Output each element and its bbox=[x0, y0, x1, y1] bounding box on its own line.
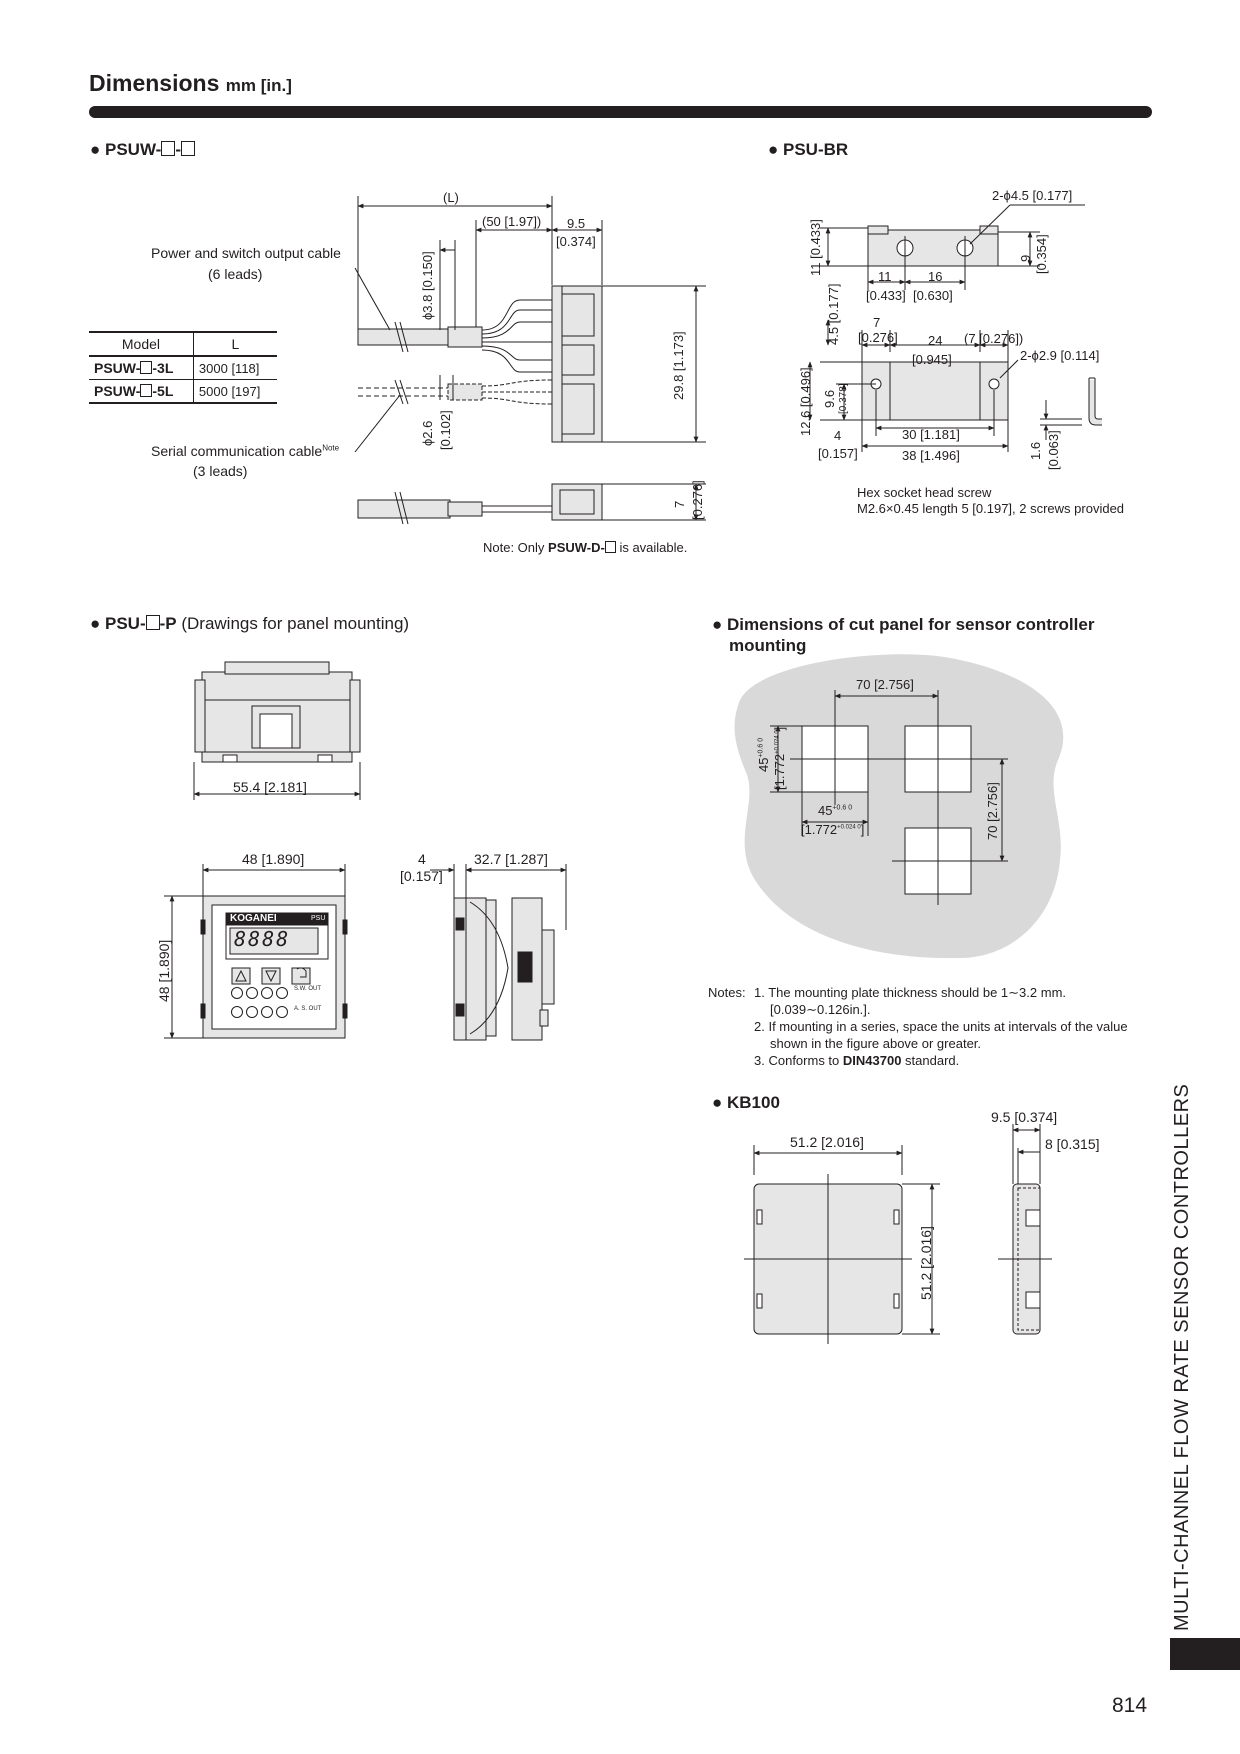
page-title-units: mm [in.] bbox=[225, 76, 292, 95]
psubr-dim-96: 9.6 bbox=[822, 389, 837, 408]
note-item-cont: shown in the figure above or greater. bbox=[770, 1036, 982, 1051]
kb100-dim-8: 8 [0.315] bbox=[1045, 1136, 1100, 1152]
psubr-dim-7: 7 bbox=[873, 315, 881, 330]
cutpanel-dim-1772v: $[1.772^{+0.024 0}]$ bbox=[772, 726, 787, 790]
note-line: The mounting plate thickness should be 1∼3.2 mm. bbox=[768, 985, 1067, 1000]
note-num: 1. bbox=[754, 985, 765, 1000]
psubr-dim-96-in: [0.378] bbox=[838, 383, 849, 414]
table-row bbox=[89, 380, 277, 404]
kb100-dim-512w: 51.2 [2.016] bbox=[790, 1134, 864, 1150]
cutpanel-1772h-value: [1.772 bbox=[801, 822, 838, 837]
section-title-psup: ● PSU- -P (Drawings for panel mounting) bbox=[90, 614, 410, 633]
psubr-title-text: PSU-BR bbox=[783, 140, 849, 159]
section-title-kb100: ● KB100 bbox=[712, 1093, 780, 1112]
psubr-dim-9-in: [0.354] bbox=[1034, 234, 1049, 274]
psubr-drawing bbox=[810, 205, 1102, 452]
psuw-title-prefix: PSUW- bbox=[105, 140, 162, 159]
psup-dim-48h: 48 [1.890] bbox=[156, 939, 172, 1002]
psubr-dim-45: 4.5 [0.177] bbox=[826, 283, 841, 345]
as-out-label: A. S. OUT bbox=[294, 1006, 322, 1012]
psu-model-mark: PSU bbox=[311, 915, 326, 922]
note-item bbox=[754, 1052, 1152, 1069]
note-item bbox=[754, 1018, 1152, 1035]
note-line-end: standard. bbox=[901, 1053, 960, 1068]
psubr-dim-24-in: [0.945] bbox=[912, 352, 952, 367]
model-prefix: PSUW- bbox=[94, 360, 141, 376]
psup-dim-327: 32.7 [1.287] bbox=[474, 851, 548, 867]
psuw-note-suffix: is available. bbox=[615, 540, 688, 555]
psup-dim-4: 4 bbox=[418, 851, 426, 867]
model-prefix: PSUW- bbox=[94, 383, 141, 399]
psubr-dim-2phi45: 2-ϕ4.5 [0.177] bbox=[992, 188, 1073, 203]
note-num: 2. bbox=[754, 1019, 765, 1034]
psup-dim-48w: 48 [1.890] bbox=[242, 851, 305, 867]
psubr-dim-11-in: [0.433] bbox=[866, 288, 906, 303]
psubr-dim-7-in: [0.276] bbox=[858, 330, 898, 345]
psubr-screw-line1: Hex socket head screw bbox=[857, 485, 992, 500]
psubr-dim-16-in: [0.630] bbox=[913, 288, 953, 303]
psubr-dim-4: 4 bbox=[834, 428, 842, 443]
model-suffix: -3L bbox=[152, 360, 174, 376]
cutpanel-title-line2: mounting bbox=[729, 636, 807, 655]
serial-cable-leads: (3 leads) bbox=[193, 463, 248, 479]
psup-title-prefix: PSU- bbox=[105, 614, 146, 633]
psuw-dim-95: 9.5 bbox=[567, 216, 586, 231]
sidebar-category-label: MULTI-CHANNEL FLOW RATE SENSOR CONTROLLERS bbox=[1171, 1083, 1193, 1631]
section-title-cutpanel: ● Dimensions of cut panel for sensor controller mounting bbox=[712, 615, 1095, 655]
psubr-dim-7p: (7 [0.276]) bbox=[964, 331, 1024, 346]
cutpanel-dim-45h bbox=[818, 803, 852, 818]
cutpanel-45h-tol: +0.6 0 bbox=[832, 804, 853, 812]
psubr-dim-11v: 11 [0.433] bbox=[808, 219, 823, 276]
table-row bbox=[89, 356, 277, 380]
table-cell-model bbox=[89, 356, 193, 380]
psuw-note bbox=[483, 540, 687, 555]
note-item bbox=[754, 984, 1152, 1001]
cutpanel-45v-value: 45 bbox=[756, 757, 771, 772]
cutpanel-45h-value: 45 bbox=[818, 803, 833, 818]
cutpanel-title-line1: Dimensions of cut panel for sensor controller bbox=[727, 615, 1095, 634]
sidebar-tab-marker bbox=[1170, 1638, 1240, 1670]
psuw-dim-7: 7 bbox=[672, 500, 687, 508]
psup-title-suffix: -P bbox=[159, 614, 177, 633]
cutpanel-dim-70right: 70 [2.756] bbox=[985, 782, 1000, 840]
notes-list bbox=[754, 984, 1152, 1069]
serial-cable-text: Serial communication cable bbox=[151, 443, 323, 459]
kb100-dim-512h: 51.2 [2.016] bbox=[918, 1226, 934, 1300]
psup-title-rest: (Drawings for panel mounting) bbox=[176, 614, 410, 633]
section-title-psubr: ● PSU-BR bbox=[768, 140, 849, 159]
cutpanel-drawing bbox=[735, 654, 1064, 958]
psubr-dim-126: 12.6 [0.496] bbox=[798, 367, 813, 436]
psup-dim-554: 55.4 [2.181] bbox=[233, 779, 307, 795]
table-cell-length: 3000 [118] bbox=[193, 356, 277, 380]
cutpanel-dim-70top: 70 [2.756] bbox=[856, 677, 914, 692]
mode-key-icon bbox=[294, 965, 310, 981]
psubr-dim-11: 11 bbox=[878, 269, 892, 284]
psubr-dim-9: 9 bbox=[1018, 254, 1033, 262]
cutpanel-1772v-value: [1.772 bbox=[772, 753, 787, 790]
psuw-model-table bbox=[89, 331, 277, 404]
cutpanel-1772h-tol: +0.024 0 bbox=[837, 824, 861, 831]
cutpanel-1772v-tol: +0.024 0 bbox=[774, 730, 781, 754]
cutpanel-45v-tol: +0.6 0 bbox=[757, 737, 765, 758]
psuw-note-bold: PSUW-D- bbox=[548, 540, 605, 555]
psuw-dim-95-in: [0.374] bbox=[556, 234, 596, 249]
kb100-title-text: KB100 bbox=[727, 1093, 780, 1112]
psuw-dim-phi26: ϕ2.6 bbox=[420, 420, 435, 446]
psuw-dim-7-in: [0.276] bbox=[690, 480, 705, 520]
psubr-dim-38: 38 [1.496] bbox=[902, 448, 960, 463]
cutpanel-dim-45v bbox=[756, 738, 771, 772]
model-suffix: -5L bbox=[152, 383, 174, 399]
page-title-text: Dimensions bbox=[89, 70, 220, 96]
sw-out-label: S.W. OUT bbox=[294, 986, 321, 992]
placeholder-box-icon bbox=[605, 541, 616, 553]
note-line: If mounting in a series, space the units at intervals of the value bbox=[768, 1019, 1128, 1034]
psubr-dim-4-in: [0.157] bbox=[818, 446, 858, 461]
psuw-dim-L: (L) bbox=[443, 190, 459, 205]
placeholder-box-icon bbox=[140, 361, 152, 374]
table-cell-length: 5000 [197] bbox=[193, 380, 277, 404]
note-item-cont: [0.039∼0.126in.]. bbox=[770, 1002, 871, 1017]
notes-label: Notes: bbox=[708, 985, 746, 1000]
psuw-note-prefix: Note: Only bbox=[483, 540, 549, 555]
table-cell-model bbox=[89, 380, 193, 404]
psuw-dim-298: 29.8 [1.173] bbox=[671, 331, 686, 400]
psuw-drawing bbox=[355, 196, 706, 524]
serial-cable-label bbox=[151, 443, 339, 459]
psuw-dim-50: (50 [1.97]) bbox=[482, 214, 542, 229]
power-cable-label: Power and switch output cable bbox=[151, 245, 341, 261]
psubr-dim-2phi29: 2-ϕ2.9 [0.114] bbox=[1020, 348, 1100, 363]
note-num: 3. bbox=[754, 1053, 765, 1068]
note-line: Conforms to bbox=[768, 1053, 843, 1068]
table-header-length: L bbox=[193, 332, 277, 356]
psup-dim-4-in: [0.157] bbox=[400, 868, 443, 884]
seven-segment-display: 8888 bbox=[234, 927, 291, 951]
table-header-model: Model bbox=[89, 332, 193, 356]
kb100-drawing bbox=[744, 1124, 1052, 1344]
psuw-dim-phi26-in: [0.102] bbox=[438, 410, 453, 450]
psuw-dim-phi38: ϕ3.8 [0.150] bbox=[420, 251, 435, 320]
section-title-psuw: ● PSUW- - bbox=[90, 140, 195, 160]
koganei-logo: KOGANEI bbox=[230, 913, 277, 924]
power-cable-leads: (6 leads) bbox=[208, 266, 263, 282]
psubr-dim-16v-in: [0.063] bbox=[1046, 430, 1061, 470]
placeholder-box-icon bbox=[140, 384, 152, 397]
psubr-screw-line2: M2.6×0.45 length 5 [0.197], 2 screws provided bbox=[857, 501, 1125, 516]
kb100-dim-95: 9.5 [0.374] bbox=[991, 1109, 1058, 1125]
page-number: 814 bbox=[1112, 1694, 1148, 1717]
psubr-dim-30: 30 [1.181] bbox=[902, 427, 960, 442]
cutpanel-dim-1772h: $[1.772^{+0.024 0}]$ bbox=[801, 822, 865, 837]
serial-cable-note-mark: Note bbox=[322, 443, 340, 453]
psubr-dim-24: 24 bbox=[928, 333, 943, 348]
psubr-dim-16: 16 bbox=[928, 269, 943, 284]
note-bold: DIN43700 bbox=[842, 1053, 902, 1068]
psuw-title-mid: - bbox=[175, 140, 181, 159]
table-header-row bbox=[89, 332, 277, 356]
psubr-dim-16v: 1.6 bbox=[1028, 441, 1043, 460]
